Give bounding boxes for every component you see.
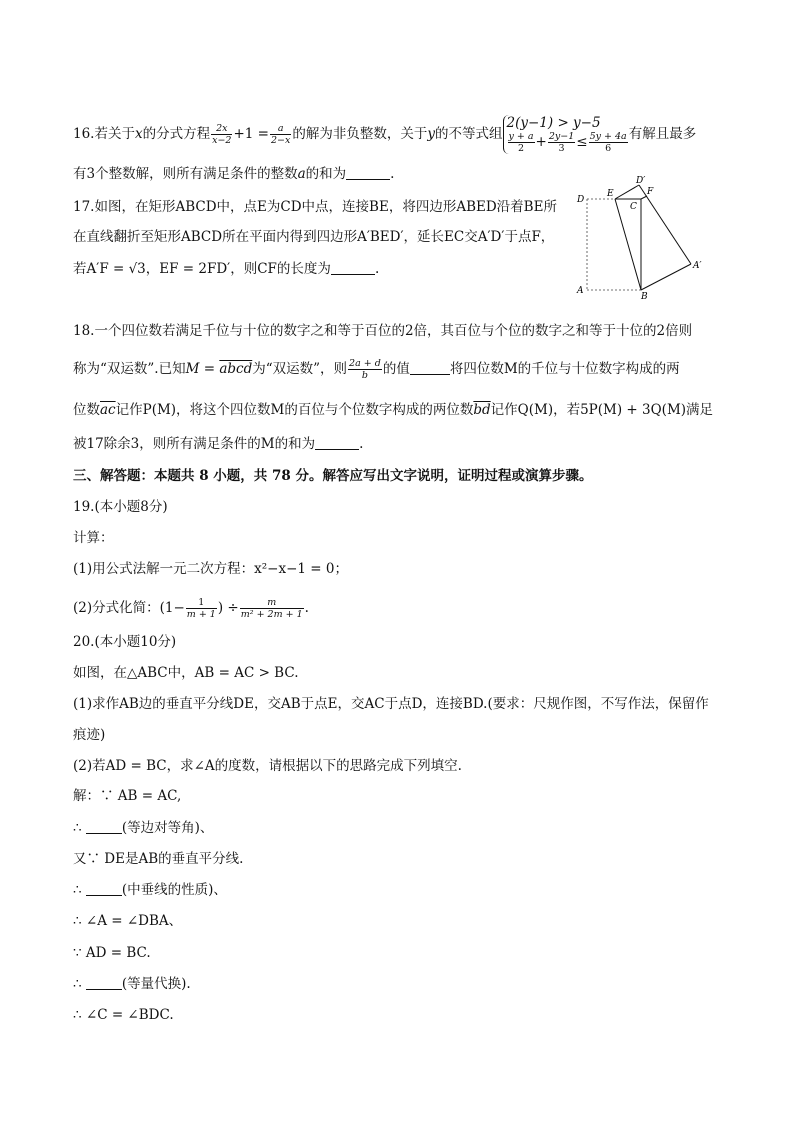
frac-num: 2x — [211, 123, 232, 135]
frac-num: m — [240, 597, 304, 609]
frac-den: 2−x — [271, 135, 291, 146]
q18-line4 — [73, 434, 363, 454]
therefore: ∴ — [73, 820, 82, 836]
q18-text: 被17除余3，则所有满足条件的M的和为 — [73, 436, 316, 452]
frac-den: 2 — [518, 143, 525, 154]
segment-ED-prime — [615, 185, 639, 199]
q18-text: 位数 — [73, 402, 100, 418]
q19-calc: 计算： — [73, 530, 114, 546]
var-x: x — [134, 126, 143, 142]
var-M: M = — [185, 361, 220, 377]
q18-text: 将四位数M的千位与十位数字构成的两 — [449, 361, 680, 377]
answer-blank[interactable] — [410, 360, 450, 375]
q16-text: 的解为非负整数，关于 — [292, 126, 428, 142]
q16-text: 的分式方程 — [142, 126, 211, 142]
overlined-number: $\overline{ac}$ — [100, 402, 116, 418]
frac-den: 3 — [558, 143, 565, 154]
fraction — [270, 123, 291, 146]
answer-blank[interactable] — [346, 165, 390, 180]
label-A: A — [577, 286, 584, 296]
q19-part1: (1)用公式法解一元二次方程：x²−x−1 = 0； — [73, 561, 348, 577]
q20-text: (中垂线的性质)、 — [121, 882, 227, 898]
label-B: B — [641, 292, 648, 302]
frac-den: x−2 — [212, 135, 232, 146]
q20-stem: 如图，在△ABC中，AB = AC > BC. — [73, 665, 299, 681]
q20-part1-line1: (1)求作AB边的垂直平分线DE，交AB于点E，交AC于点D，连接BD.(要求：尺规作图，不写作法，保留作 — [73, 696, 709, 712]
q16-text: 的不等式组 — [435, 126, 503, 142]
var-a: a — [297, 166, 306, 182]
system-row — [507, 131, 629, 154]
op: + — [535, 134, 547, 150]
answer-blank[interactable] — [315, 435, 359, 450]
geometry-figure — [570, 172, 715, 312]
frac-num: 5y + 4a — [589, 131, 627, 142]
segment-EB — [615, 199, 641, 290]
frac-den: m + 1 — [186, 609, 216, 620]
q20-step6: ∵ AD = BC. — [73, 945, 151, 961]
var-y: y — [427, 126, 436, 142]
frac-den: b — [361, 370, 368, 381]
q19-title: 19.(本小题8分) — [73, 499, 168, 515]
frac-num: y + a — [508, 131, 534, 142]
label-E: E — [607, 189, 614, 199]
q16-text: +1 = — [233, 126, 269, 142]
q20-step3: 又∵ DE是AB的垂直平分线. — [73, 851, 244, 867]
q20-part1-line2: 痕迹) — [73, 727, 106, 743]
frac-num: 1 — [186, 597, 217, 609]
q20-title: 20.(本小题10分) — [73, 634, 177, 650]
fraction — [348, 358, 382, 381]
q18-line1: 18.一个四位数若满足千位与十位的数字之和等于百位的2倍，其百位与个位的数字之和等于十位的2倍则 — [73, 323, 693, 339]
label-D: D — [577, 195, 585, 205]
q20-step4 — [73, 880, 227, 900]
q20-step2 — [73, 818, 213, 838]
q20-text: (等边对等角)、 — [121, 820, 214, 836]
q17-line3 — [73, 259, 379, 279]
therefore: ∴ — [73, 882, 82, 898]
q17-line2: 在直线翻折至矩形ABCD所在平面内得到四边形A′BED′，延长EC交A′D′于点F， — [73, 229, 555, 245]
system-row: 2(y−1) > y−5 — [506, 115, 601, 131]
q20-step5: ∴ ∠A = ∠DBA、 — [73, 913, 183, 929]
q19-part2 — [73, 597, 309, 620]
q18-text: 为“双运数”，则 — [252, 361, 348, 377]
overlined-number: abcd — [219, 361, 253, 377]
op: ≤ — [576, 134, 588, 150]
q20-step1: 解：∵ AB = AC, — [73, 788, 182, 804]
section-heading: 三、解答题：本题共 8 小题，共 78 分。解答应写出文字说明，证明过程或演算步骤。 — [73, 468, 593, 484]
fraction — [211, 123, 232, 146]
therefore: ∴ — [73, 976, 82, 992]
q20-text: (等量代换). — [121, 976, 191, 992]
q18-text: 称为“双运数”.已知 — [73, 361, 186, 377]
frac-num: a — [270, 123, 291, 135]
q16-text: 的和为 — [305, 166, 347, 182]
q19-text: ) ÷ — [217, 600, 239, 616]
fraction — [589, 131, 628, 154]
q18-text: . — [359, 436, 364, 452]
label-F: F — [647, 187, 654, 197]
frac-num: 2a + d — [349, 358, 381, 369]
q18-text: 的值 — [382, 361, 410, 377]
q19-text: . — [304, 600, 309, 616]
q17-text: 若A′F = √3，EF = 2FD′，则CF的长度为 — [73, 261, 331, 277]
label-C: C — [630, 202, 637, 212]
q16-text: 16.若关于 — [73, 126, 135, 142]
q17-text: . — [374, 261, 380, 277]
frac-num: 2y−1 — [548, 131, 575, 142]
q16-line1 — [73, 115, 696, 154]
q18-text: 记作Q(M)，若5P(M) + 3Q(M)满足 — [490, 402, 714, 418]
q16-text: . — [390, 166, 395, 182]
q20-part2: (2)若AD = BC，求∠A的度数，请根据以下的思路完成下列填空. — [73, 758, 462, 774]
answer-blank[interactable] — [86, 975, 122, 990]
answer-blank[interactable] — [331, 260, 375, 275]
label-D-prime: D′ — [636, 176, 646, 186]
q18-line3 — [73, 400, 713, 420]
answer-blank[interactable] — [86, 819, 122, 834]
inequality-system — [503, 115, 629, 154]
q20-step8: ∴ ∠C = ∠BDC. — [73, 1007, 174, 1023]
label-A-prime: A′ — [693, 261, 702, 271]
q20-step7 — [73, 974, 191, 994]
q18-line2 — [73, 358, 680, 381]
fraction — [508, 131, 535, 154]
segment-A-prime-B — [641, 264, 691, 290]
q16-line2 — [73, 164, 394, 184]
q16-text: 有3个整数解，则所有满足条件的整数 — [73, 166, 298, 182]
frac-den: 6 — [605, 143, 612, 154]
fraction — [548, 131, 575, 154]
q18-text: 记作P(M)，将这个四位数M的百位与个位数字构成的两位数 — [115, 402, 474, 418]
q17-line1: 17.如图，在矩形ABCD中，点E为CD中点，连接BE，将四边形ABED沿着BE所 — [73, 199, 557, 215]
fraction — [186, 597, 217, 620]
frac-den: m² + 2m + 1 — [240, 609, 303, 620]
overlined-number: $\overline{bd}$ — [473, 402, 491, 418]
fraction — [240, 597, 304, 620]
answer-blank[interactable] — [86, 881, 122, 896]
q19-text: (2)分式化简：(1− — [73, 600, 185, 616]
q16-text: 有解且最多 — [628, 126, 697, 142]
